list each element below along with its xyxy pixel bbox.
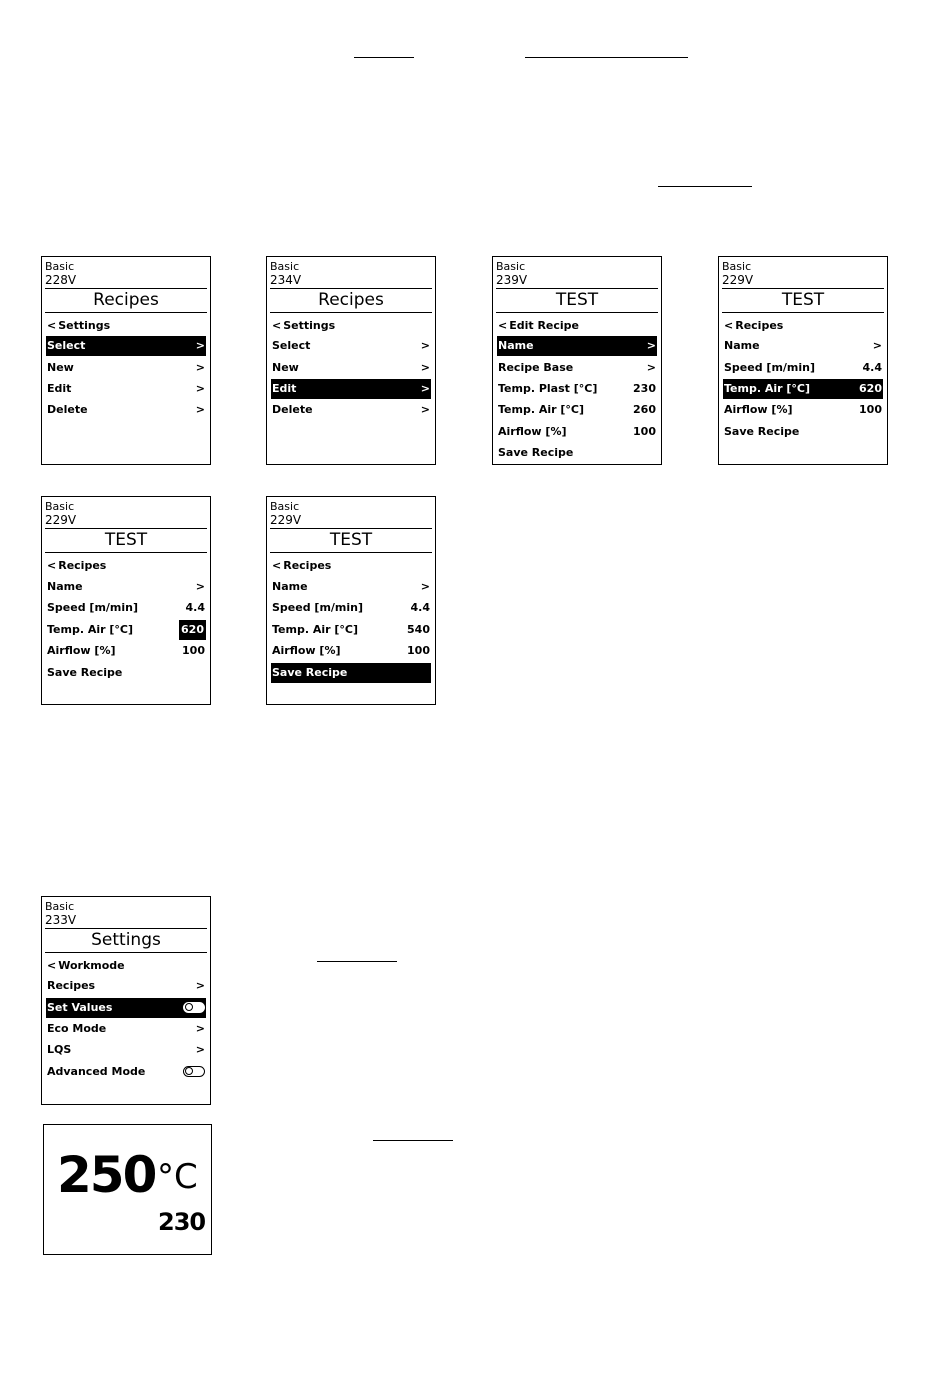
menu-item-airflow[interactable] [497, 422, 657, 442]
menu-item-label: Airflow [%] [498, 425, 567, 438]
chevron-right-icon: > [195, 979, 205, 992]
menu-item-label: Delete [272, 403, 313, 416]
divider [45, 952, 207, 953]
divider [270, 552, 432, 553]
voltage-readout: 229V [270, 513, 302, 527]
chevron-right-icon: > [195, 339, 205, 352]
menu-item-airflow[interactable] [271, 641, 431, 661]
menu-item-new[interactable] [271, 358, 431, 378]
menu-item-name[interactable] [497, 336, 657, 356]
menu-item-speed[interactable] [46, 598, 206, 618]
divider [722, 312, 884, 313]
divider [45, 312, 207, 313]
menu-item-edit[interactable] [271, 379, 431, 399]
menu-item-label: Edit [272, 382, 297, 395]
menu-item-label: Temp. Plast [°C] [498, 382, 598, 395]
menu-item-label: Name [272, 580, 308, 593]
menu-item-eco-mode[interactable] [46, 1019, 206, 1039]
menu-item-label: Advanced Mode [47, 1065, 146, 1078]
value-readout: 230 [633, 382, 656, 395]
back-link-label: Workmode [58, 959, 125, 972]
toggle-knob [185, 1003, 193, 1011]
menu-item-airflow[interactable] [46, 641, 206, 661]
back-link-label: Settings [283, 319, 336, 332]
underline [525, 57, 688, 58]
chevron-right-icon: > [646, 361, 656, 374]
back-link[interactable] [724, 319, 783, 333]
value-readout: 260 [633, 403, 656, 416]
menu-item-speed[interactable] [723, 358, 883, 378]
menu-item-label: Airflow [%] [272, 644, 341, 657]
menu-item-delete[interactable] [46, 400, 206, 420]
chevron-left-icon: < [47, 959, 57, 972]
menu-item-temp-air[interactable] [46, 620, 206, 640]
menu-item-recipe-base[interactable] [497, 358, 657, 378]
chevron-right-icon: > [195, 1022, 205, 1035]
menu-item-label: Temp. Air [°C] [724, 382, 811, 395]
set-values-toggle[interactable] [183, 1002, 205, 1013]
menu-item-airflow[interactable] [723, 400, 883, 420]
back-link[interactable] [47, 319, 110, 333]
chevron-right-icon: > [195, 1043, 205, 1056]
value-editor[interactable]: 620 [179, 620, 206, 640]
menu-item-label: Temp. Air [°C] [498, 403, 585, 416]
mode-label: Basic [45, 500, 75, 513]
menu-item-label: Recipes [47, 979, 96, 992]
value-readout: 4.4 [410, 601, 430, 614]
screen-title: TEST [329, 530, 373, 550]
voltage-readout: 234V [270, 273, 302, 287]
screen-test-temp-air-editing [41, 496, 211, 705]
menu-item-temp-air[interactable] [723, 379, 883, 399]
menu-item-delete[interactable] [271, 400, 431, 420]
advanced-mode-toggle[interactable] [183, 1066, 205, 1077]
value-readout: 4.4 [185, 601, 205, 614]
value-readout: 100 [407, 644, 430, 657]
screen-title: TEST [555, 290, 599, 310]
chevron-right-icon: > [195, 382, 205, 395]
back-link[interactable] [498, 319, 579, 333]
screen-title: Settings [91, 930, 161, 950]
value-readout: 4.4 [862, 361, 882, 374]
screen-test-save-recipe [266, 496, 436, 705]
chevron-left-icon: < [724, 319, 734, 332]
back-link-label: Recipes [735, 319, 784, 332]
menu-item-label: Delete [47, 403, 88, 416]
screen-recipes-select [41, 256, 211, 465]
temperature-display [43, 1124, 212, 1255]
chevron-right-icon: > [420, 361, 430, 374]
chevron-left-icon: < [47, 319, 57, 332]
chevron-right-icon: > [420, 339, 430, 352]
voltage-readout: 233V [45, 913, 77, 927]
menu-item-label: Name [498, 339, 534, 352]
menu-item-label: Set Values [47, 1001, 113, 1014]
menu-item-label: LQS [47, 1043, 72, 1056]
chevron-right-icon: > [195, 580, 205, 593]
menu-item-label: Save Recipe [272, 666, 348, 679]
menu-item-save-recipe[interactable] [723, 422, 883, 442]
menu-item-label: Temp. Air [°C] [47, 623, 134, 636]
menu-item-advanced-mode[interactable] [46, 1062, 206, 1082]
menu-item-temp-air[interactable] [271, 620, 431, 640]
screen-test-temp-air-selected [718, 256, 888, 465]
menu-item-label: New [272, 361, 299, 374]
mode-label: Basic [45, 900, 75, 913]
back-link[interactable] [47, 559, 106, 573]
underline [373, 1140, 453, 1141]
back-link-label: Settings [58, 319, 111, 332]
chevron-right-icon: > [195, 403, 205, 416]
menu-item-name[interactable] [271, 577, 431, 597]
divider [496, 312, 658, 313]
menu-item-label: Select [272, 339, 311, 352]
menu-item-label: Eco Mode [47, 1022, 107, 1035]
voltage-readout: 229V [45, 513, 77, 527]
menu-item-name[interactable] [723, 336, 883, 356]
chevron-left-icon: < [47, 559, 57, 572]
back-link-label: Edit Recipe [509, 319, 580, 332]
screen-title: TEST [781, 290, 825, 310]
menu-item-label: Name [724, 339, 760, 352]
menu-item-lqs[interactable] [46, 1040, 206, 1060]
temperature-unit: °C [157, 1157, 198, 1197]
menu-item-label: Save Recipe [47, 666, 123, 679]
mode-label: Basic [45, 260, 75, 273]
value-readout: 100 [633, 425, 656, 438]
menu-item-recipes[interactable] [46, 976, 206, 996]
menu-item-label: Recipe Base [498, 361, 574, 374]
chevron-right-icon: > [420, 403, 430, 416]
menu-item-label: Save Recipe [498, 446, 574, 459]
divider [45, 552, 207, 553]
mode-label: Basic [270, 500, 300, 513]
menu-item-set-values[interactable] [46, 998, 206, 1018]
chevron-right-icon: > [420, 382, 430, 395]
menu-item-edit[interactable] [46, 379, 206, 399]
underline [658, 186, 752, 187]
underline [317, 961, 397, 962]
underline [354, 57, 414, 58]
menu-item-label: New [47, 361, 74, 374]
mode-label: Basic [496, 260, 526, 273]
menu-item-temp-plast[interactable] [497, 379, 657, 399]
chevron-left-icon: < [272, 319, 282, 332]
back-link[interactable] [272, 319, 335, 333]
chevron-right-icon: > [195, 361, 205, 374]
value-readout: 100 [859, 403, 882, 416]
menu-item-name[interactable] [46, 577, 206, 597]
voltage-readout: 228V [45, 273, 77, 287]
back-link[interactable] [272, 559, 331, 573]
toggle-knob [185, 1067, 193, 1075]
menu-item-select[interactable] [46, 336, 206, 356]
menu-item-label: Select [47, 339, 86, 352]
menu-item-label: Airflow [%] [724, 403, 793, 416]
divider [270, 312, 432, 313]
menu-item-save-recipe[interactable] [271, 663, 431, 683]
menu-item-temp-air[interactable] [497, 400, 657, 420]
menu-item-label: Save Recipe [724, 425, 800, 438]
screen-title: Recipes [318, 290, 384, 310]
menu-item-save-recipe[interactable] [46, 663, 206, 683]
back-link[interactable] [47, 959, 125, 973]
chevron-right-icon: > [646, 339, 656, 352]
chevron-left-icon: < [272, 559, 282, 572]
menu-item-label: Airflow [%] [47, 644, 116, 657]
screen-title: Recipes [93, 290, 159, 310]
menu-item-select[interactable] [271, 336, 431, 356]
menu-item-new[interactable] [46, 358, 206, 378]
value-readout: 620 [859, 382, 882, 395]
menu-item-label: Temp. Air [°C] [272, 623, 359, 636]
menu-item-label: Speed [m/min] [47, 601, 139, 614]
value-readout: 540 [407, 623, 430, 636]
current-temperature: 250 [57, 1146, 156, 1204]
menu-item-label: Speed [m/min] [272, 601, 364, 614]
chevron-left-icon: < [498, 319, 508, 332]
voltage-readout: 239V [496, 273, 528, 287]
value-readout: 100 [182, 644, 205, 657]
menu-item-save-recipe[interactable] [497, 443, 657, 463]
back-link-label: Recipes [283, 559, 332, 572]
screen-recipes-edit [266, 256, 436, 465]
menu-item-label: Edit [47, 382, 72, 395]
menu-item-label: Name [47, 580, 83, 593]
mode-label: Basic [722, 260, 752, 273]
chevron-right-icon: > [420, 580, 430, 593]
menu-item-label: Speed [m/min] [724, 361, 816, 374]
screen-title: TEST [104, 530, 148, 550]
menu-item-speed[interactable] [271, 598, 431, 618]
chevron-right-icon: > [872, 339, 882, 352]
mode-label: Basic [270, 260, 300, 273]
screen-edit-recipe [492, 256, 662, 465]
voltage-readout: 229V [722, 273, 754, 287]
screen-settings [41, 896, 211, 1105]
back-link-label: Recipes [58, 559, 107, 572]
setpoint-temperature: 230 [158, 1208, 206, 1236]
